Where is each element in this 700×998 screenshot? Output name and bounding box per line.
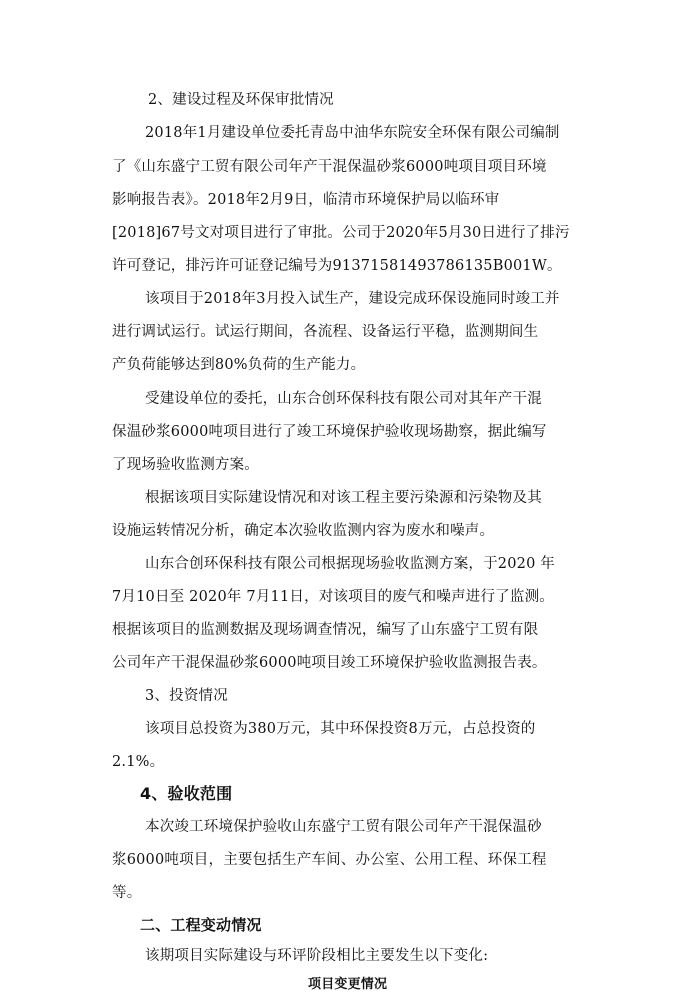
section-heading-acceptance-scope: 4、验收范围 [140, 784, 233, 803]
paragraph-line: 公司年产干混保温砂浆6000吨项目竣工环境保护验收监测报告表。 [112, 655, 547, 671]
paragraph-line: 了《山东盛宁工贸有限公司年产干混保温砂浆6000吨项目项目环境 [112, 159, 547, 175]
paragraph-line: 许可登记，排污许可证登记编号为913715814937861​35B001W。 [112, 258, 562, 274]
paragraph-line: 产负荷能够达到80%负荷的生产能力。 [112, 357, 366, 373]
section-heading-construction-approval: 2、建设过程及环保审批情况 [148, 92, 334, 108]
table-caption: 项目变更情况 [308, 977, 388, 992]
paragraph-line: 影响报告表》。2018年2月9日，临清市环境保护局以临环审 [112, 192, 500, 208]
paragraph-line: 根据该项目的监测数据及现场调查情况，编写了山东盛宁工贸有限 [112, 622, 539, 638]
paragraph-line: 浆6000吨项目，主要包括生产车间、办公室、公用工程、环保工程 [112, 852, 547, 868]
paragraph-line: 该项目于2018年3月投入试生产，建设完成环保设施同时竣工并 [145, 291, 560, 307]
paragraph-line: 7月10日至 2020年 7月11日，对该项目的废气和噪声进行了监测。 [112, 589, 554, 605]
section-heading-investment: 3、投资情况 [145, 688, 228, 704]
paragraph-line: 山东合创环保科技有限公司根据现场验收监测方案，于2020 年 [145, 556, 556, 572]
paragraph-line: 了现场验收监测方案。 [112, 457, 259, 473]
paragraph-line: 保温砂浆6000吨项目进行了竣工环境保护验收现场勘察，据此编写 [112, 424, 547, 440]
paragraph-line: 进行调试运行。试运行期间，各流程、设备运行平稳，监测期间生 [112, 324, 539, 340]
paragraph-line: 2018年1月建设单位委托青岛中油华东院安全环保有限公司编制 [145, 125, 560, 141]
section-heading-engineering-changes: 二、工程变动情况 [140, 916, 262, 934]
paragraph-line: 该项目总投资为380万元，其中环保投资8万元，占总投资的 [145, 721, 536, 737]
paragraph-line: 等。 [112, 885, 142, 901]
paragraph-line: 该期项目实际建设与环评阶段相比主要发生以下变化: [145, 948, 489, 964]
paragraph-line: 根据该项目实际建设情况和对该工程主要污染源和污染物及其 [145, 490, 542, 506]
paragraph-line: 受建设单位的委托，山东合创环保科技有限公司对其年产干混 [145, 391, 542, 407]
paragraph-line: 本次竣工环境保护验收山东盛宁工贸有限公司年产干混保温砂 [145, 819, 542, 835]
paragraph-line: [2018]67号文对项目进行了审批。公司于2020年5月30日进行了排污 [112, 225, 570, 241]
paragraph-line: 设施运转情况分析，确定本次验收监测内容为废水和噪声。 [112, 523, 495, 539]
paragraph-line: 2.1%。 [112, 754, 165, 770]
